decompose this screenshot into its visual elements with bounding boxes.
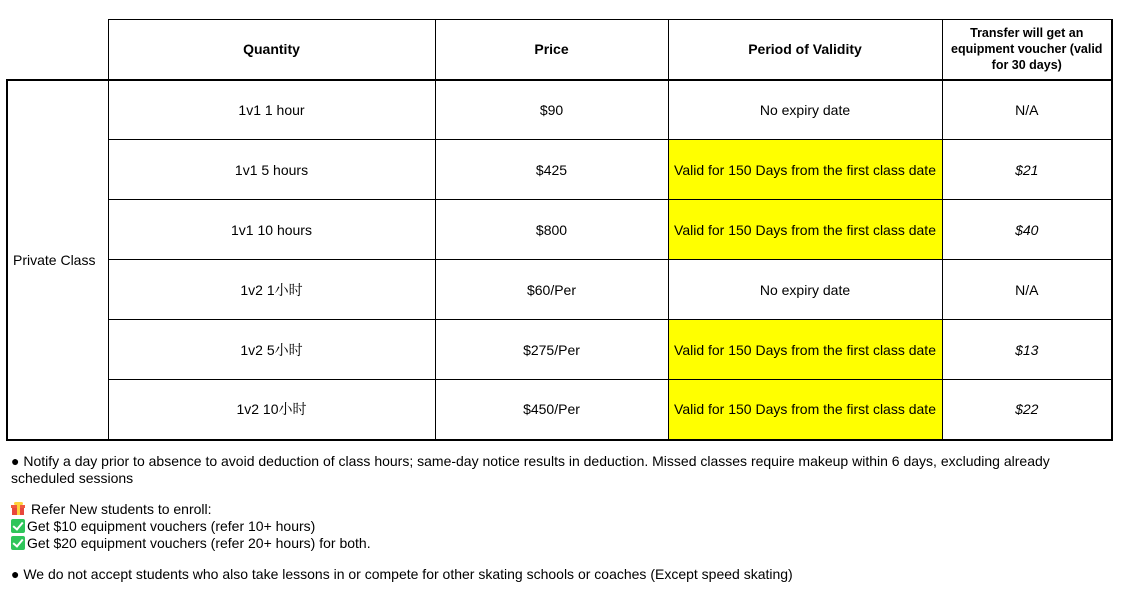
table-row [7,380,1112,440]
cell-quantity: 1v1 5 hours [108,140,435,200]
cell-voucher: $21 [942,140,1112,200]
table-row [7,320,1112,380]
referral-item [11,518,1091,535]
cell-validity-highlighted: Valid for 150 Days from the first class date [668,200,942,260]
cell-validity: No expiry date [668,260,942,320]
cell-quantity: 1v2 1小时 [108,260,435,320]
cell-validity-highlighted: Valid for 150 Days from the first class date [668,140,942,200]
cell-price: $275/Per [435,320,668,380]
cell-validity-highlighted: Valid for 150 Days from the first class date [668,320,942,380]
table-row [7,140,1112,200]
cell-voucher: N/A [942,80,1112,140]
referral-block [11,501,1091,552]
table-row [7,260,1112,320]
cell-price: $800 [435,200,668,260]
header-transfer-voucher: Transfer will get an equipment voucher (valid for 30 days) [942,20,1112,80]
cell-validity-highlighted: Valid for 150 Days from the first class date [668,380,942,440]
referral-item-text: Get $20 equipment vouchers (refer 20+ hours) for both. [27,535,371,551]
notes-section [11,453,1091,583]
referral-title: Refer New students to enroll: [31,501,212,517]
pricing-table [6,19,1113,441]
referral-item [11,535,1091,552]
table-row [7,80,1112,140]
table-row [7,200,1112,260]
group-label-private-class: Private Class [7,80,108,440]
cell-quantity: 1v2 10小时 [108,380,435,440]
header-price: Price [435,20,668,80]
cell-voucher: $22 [942,380,1112,440]
cell-price: $90 [435,80,668,140]
cell-voucher: $40 [942,200,1112,260]
absence-note: ● Notify a day prior to absence to avoid deduction of class hours; same-day notice results in deduction. Missed classes require makeup within 6 days, excluding already scheduled sessions [11,453,1050,486]
cell-voucher: N/A [942,260,1112,320]
cell-price: $60/Per [435,260,668,320]
referral-item-text: Get $10 equipment vouchers (refer 10+ hours) [27,518,316,534]
cell-validity: No expiry date [668,80,942,140]
header-corner [7,20,108,80]
cell-voucher: $13 [942,320,1112,380]
referral-title-line [11,501,1091,518]
cell-price: $450/Per [435,380,668,440]
header-quantity: Quantity [108,20,435,80]
table-header-row [7,20,1112,80]
policy-note: ● We do not accept students who also take lessons in or compete for other skating schools or coaches (Except speed skating) [11,566,793,582]
cell-price: $425 [435,140,668,200]
header-validity: Period of Validity [668,20,942,80]
gift-icon [11,502,25,515]
cell-quantity: 1v1 10 hours [108,200,435,260]
check-icon [11,519,25,533]
check-icon [11,536,25,550]
cell-quantity: 1v2 5小时 [108,320,435,380]
cell-quantity: 1v1 1 hour [108,80,435,140]
